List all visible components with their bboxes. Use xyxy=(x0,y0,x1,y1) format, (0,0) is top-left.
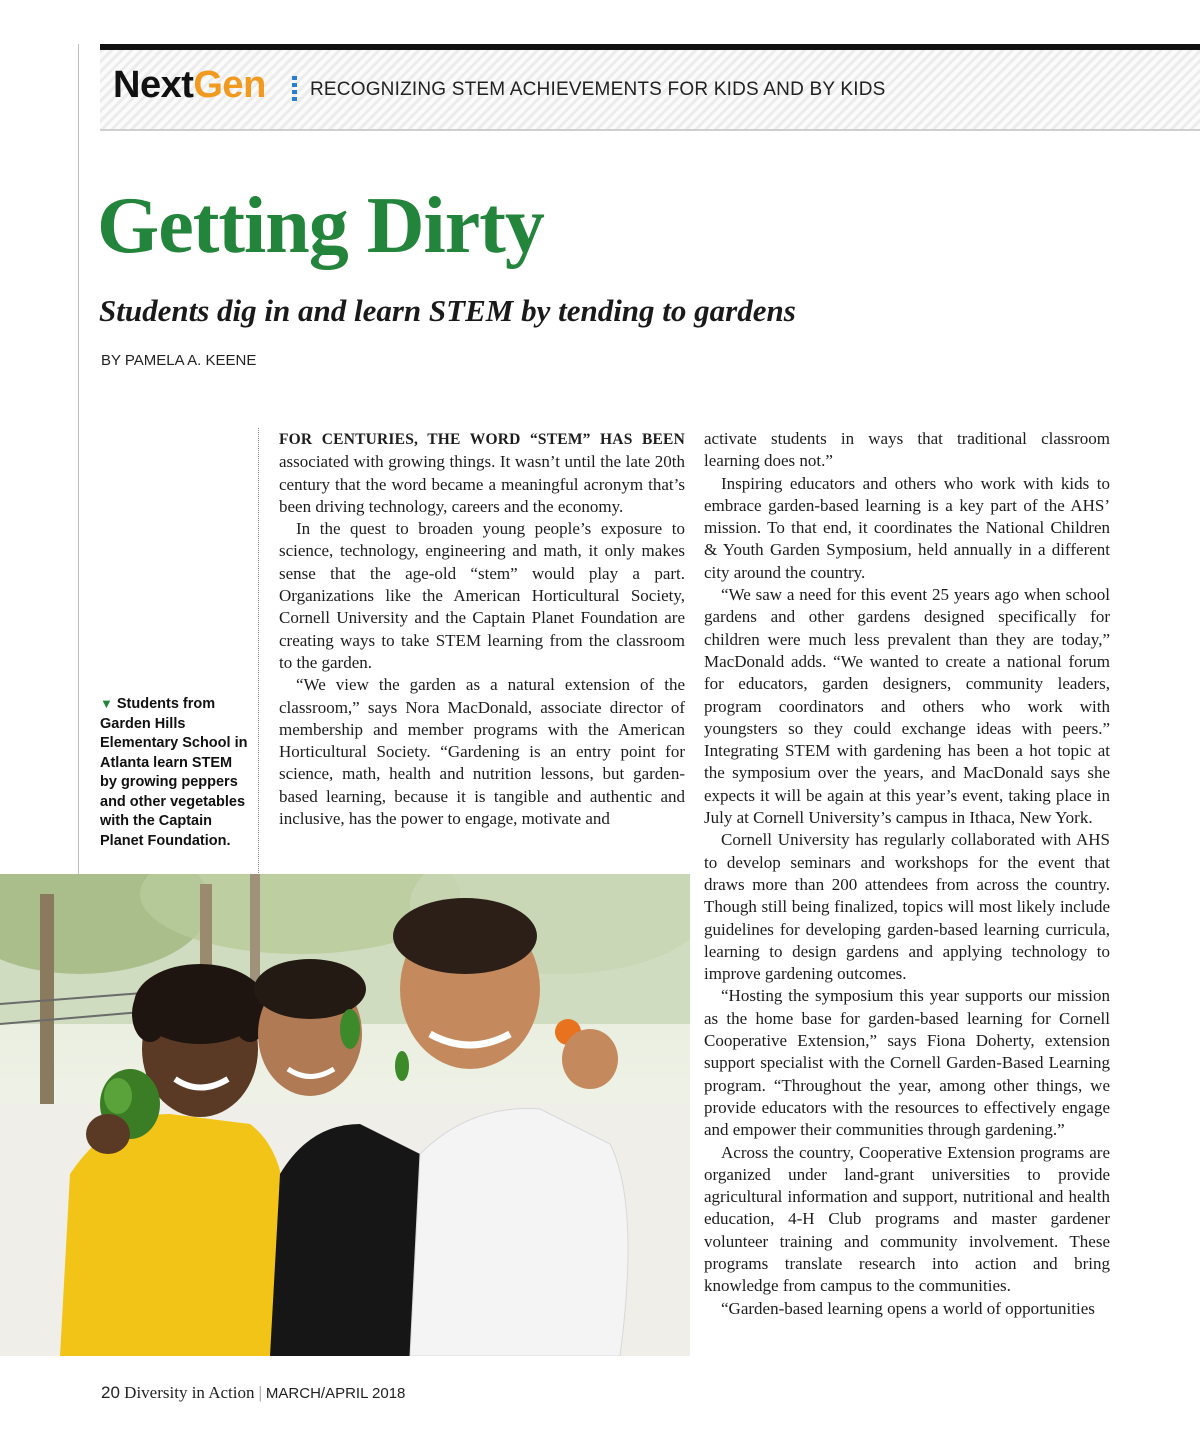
footer-separator: | xyxy=(258,1383,262,1402)
article-deck: Students dig in and learn STEM by tending to gardens xyxy=(99,293,796,328)
paragraph: “We view the garden as a natural extension of the classroom,” says Nora MacDonald, associate director of membership and member programs with the American Horticultural Society. “Gardening is an entry point for science, math, health and nutrition lessons, but garden-based learning, because it is tangible and authentic and inclusive, has the power to engage, motivate and xyxy=(279,675,685,829)
paragraph xyxy=(279,428,685,518)
paragraph: “We saw a need for this event 25 years ago when school gardens and other gardens designed specifically for children were much less prevalent than they are today,” MacDonald adds. “We wanted to create a national forum for educators, garden designers, community leaders, program coordinators and others who work with youngsters so they could exchange ideas with peers.” Integrating STEM with gardening has been a hot topic at the symposium over the years, and MacDonald says she expects it will be again at this year’s event, taking place in July at Cornell University’s campus in Ithaca, New York. xyxy=(704,585,1110,828)
article-column-2 xyxy=(704,428,1110,1320)
photo-illustration xyxy=(0,874,690,1356)
article-byline: BY PAMELA A. KEENE xyxy=(101,352,257,369)
section-tagline: RECOGNIZING STEM ACHIEVEMENTS FOR KIDS AND BY KIDS xyxy=(310,79,886,100)
paragraph: activate students in ways that traditional classroom learning does not.” xyxy=(704,429,1110,471)
paragraph: Cornell University has regularly collaborated with AHS to develop seminars and workshops for the event that draws more than 200 attendees from across the country. Though still being finalized, topics will most likely include guidelines for developing garden-based learning curricula, learning to design gardens and applying technology to improve gardening outcomes. xyxy=(704,830,1110,984)
article-column-1 xyxy=(279,428,685,830)
paragraph: “Garden-based learning opens a world of opportunities xyxy=(721,1298,1095,1318)
paragraph: Inspiring educators and others who work with kids to embrace garden-based learning is a key part of the AHS’ mission. To that end, it coordinates the National Children & Youth Garden Symposium, held annually in a different city around the country. xyxy=(704,473,1110,582)
page-number: 20 xyxy=(101,1383,120,1402)
caption-triangle-icon: ▼ xyxy=(100,696,113,711)
paragraph: Across the country, Cooperative Extension programs are organized under land-grant universities to provide agricultural information and support, nutritional and health education, 4-H Club programs and master gardener volunteer training and community involvement. These programs translate research into action and bring knowledge from campus to the communities. xyxy=(704,1142,1110,1296)
nextgen-logo xyxy=(113,66,266,104)
banner-separator xyxy=(292,76,297,102)
logo-next: Next xyxy=(113,64,194,106)
left-margin-rule xyxy=(78,44,79,874)
caption-text: Students from Garden Hills Elementary School in Atlanta learn STEM by growing peppers and other vegetables with the Captain Planet Foundation. xyxy=(100,696,248,849)
issue-date: MARCH/APRIL 2018 xyxy=(265,1385,406,1402)
publication-name: Diversity in Action xyxy=(124,1383,255,1402)
page-footer xyxy=(101,1384,405,1401)
section-banner-bottom-rule xyxy=(100,129,1200,131)
logo-gen: Gen xyxy=(193,64,266,106)
photo-caption xyxy=(100,694,250,851)
article-headline: Getting Dirty xyxy=(97,182,544,270)
paragraph: In the quest to broaden young people’s exposure to science, technology, engineering and math, it only makes sense that the age-old “stem” would play a part. Organizations like the American Horticultural Society, Cornell University and the Captain Planet Foundation are creating ways to take STEM learning from the classroom to the garden. xyxy=(279,519,685,672)
students-garden-photo xyxy=(0,874,690,1356)
paragraph-text: associated with growing things. It wasn’t until the late 20th century that the word became a meaningful acronym that’s been driving technology, careers and the economy. xyxy=(279,452,685,516)
lead-in: FOR CENTURIES, THE WORD “STEM” HAS BEEN xyxy=(279,431,685,448)
paragraph: “Hosting the symposium this year supports our mission as the home base for garden-based learning for Cornell Cooperative Extension,” says Fiona Doherty, extension support specialist with the Cornell Garden-Based Learning program. “Throughout the year, among other things, we provide educators with the resources to effectively engage and empower their communities through gardening.” xyxy=(704,986,1110,1140)
caption-divider xyxy=(258,428,259,873)
